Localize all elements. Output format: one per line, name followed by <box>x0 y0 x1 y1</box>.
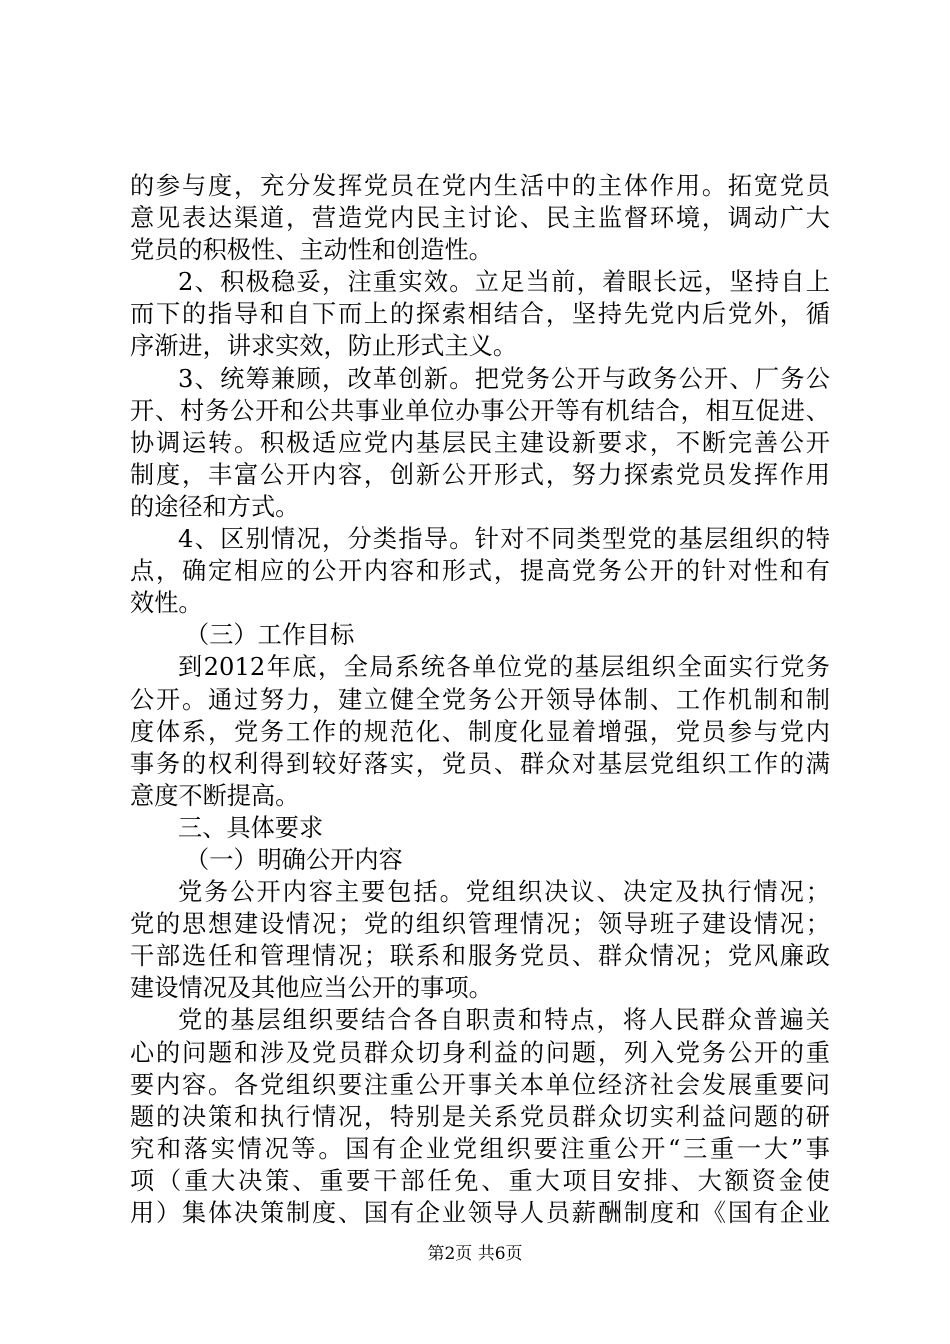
text-line: 开、村务公开和公共事业单位办事公开等有机结合，相互促进、 <box>130 396 830 425</box>
text-line: 干部选任和管理情况；联系和服务党员、群众情况；党风廉政 <box>130 942 830 971</box>
text-line: 而下的指导和自下而上的探索相结合，坚持先党内后党外，循 <box>130 300 830 329</box>
text-line: 的途径和方式。 <box>130 492 300 521</box>
text-line: 效性。 <box>130 589 203 618</box>
section-heading: （一）明确公开内容 <box>185 845 403 874</box>
text-line: 事务的权利得到较好落实，党员、群众对基层党组织工作的满 <box>130 749 830 778</box>
text-line: 究和落实情况等。国有企业党组织要注重公开“三重一大”事 <box>130 1134 830 1163</box>
text-line: 制度，丰富公开内容，创新公开形式，努力探索党员发挥作用 <box>130 460 830 489</box>
text-line: 4、区别情况，分类指导。针对不同类型党的基层组织的特 <box>178 525 830 554</box>
text-line: 序渐进，讲求实效，防止形式主义。 <box>130 332 518 361</box>
text-line: 用）集体决策制度、国有企业领导人员薪酬制度和《国有企业 <box>130 1199 830 1227</box>
text-line: 点，确定相应的公开内容和形式，提高党务公开的针对性和有 <box>130 557 830 586</box>
text-line: 的参与度，充分发挥党员在党内生活中的主体作用。拓宽党员 <box>130 172 830 200</box>
text-line: 公开。通过努力，建立健全党务公开领导体制、工作机制和制 <box>130 685 830 714</box>
section-heading: 三、具体要求 <box>178 813 324 842</box>
text-line: 3、统筹兼顾，改革创新。把党务公开与政务公开、厂务公 <box>178 364 830 393</box>
text-line: 要内容。各党组织要注重公开事关本单位经济社会发展重要问 <box>130 1070 830 1099</box>
text-line: 党的思想建设情况；党的组织管理情况；领导班子建设情况； <box>130 910 830 939</box>
text-line: 协调运转。积极适应党内基层民主建设新要求，不断完善公开 <box>130 428 830 457</box>
text-line: 到2012年底，全局系统各单位党的基层组织全面实行党务 <box>178 653 830 682</box>
text-line: 党务公开内容主要包括。党组织决议、决定及执行情况； <box>178 878 830 907</box>
text-line: 意见表达渠道，营造党内民主讨论、民主监督环境，调动广大 <box>130 204 830 233</box>
text-line: 2、积极稳妥，注重实效。立足当前，着眼长远，坚持自上 <box>178 268 830 297</box>
text-line: 意度不断提高。 <box>130 781 300 810</box>
text-line: 度体系，党务工作的规范化、制度化显着增强，党员参与党内 <box>130 717 830 746</box>
text-line: 党员的积极性、主动性和创造性。 <box>130 236 493 265</box>
document-body <box>130 170 830 1229</box>
text-line: 心的问题和涉及党员群众切身利益的问题，列入党务公开的重 <box>130 1038 830 1067</box>
text-line: 建设情况及其他应当公开的事项。 <box>130 974 493 1003</box>
page-number: 第2页 共6页 <box>427 1244 523 1264</box>
text-line: 项（重大决策、重要干部任免、重大项目安排、大额资金使 <box>130 1166 830 1195</box>
text-line: 题的决策和执行情况，特别是关系党员群众切实利益问题的研 <box>130 1102 830 1131</box>
text-line: 党的基层组织要结合各自职责和特点，将人民群众普遍关 <box>178 1006 830 1035</box>
section-heading: （三）工作目标 <box>185 621 355 650</box>
